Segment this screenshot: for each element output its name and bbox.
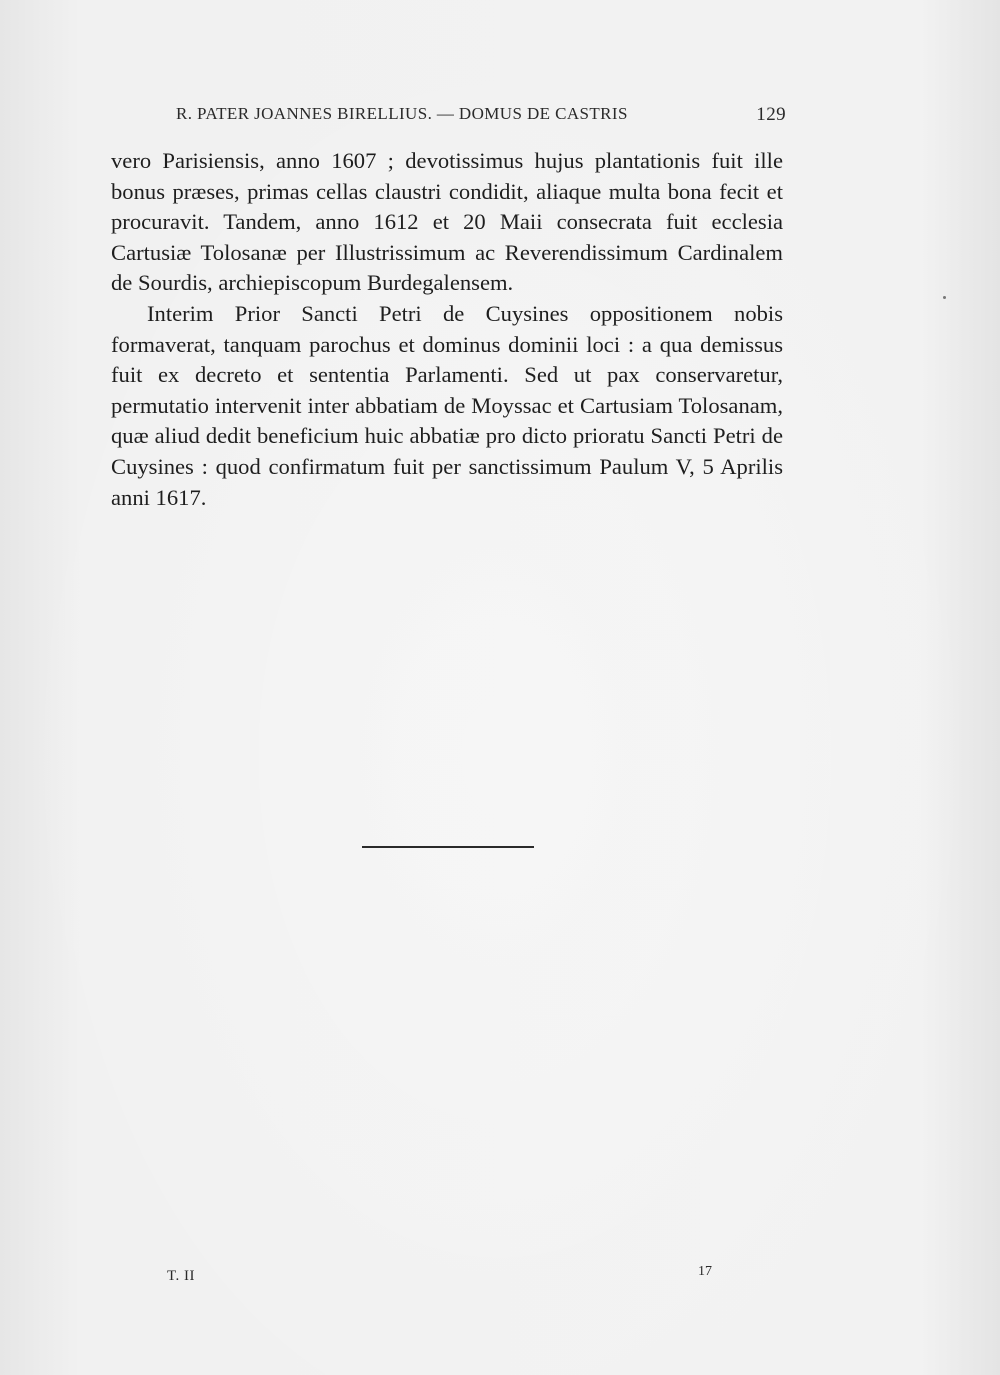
paragraph: Interim Prior Sancti Petri de Cuysines oppositionem nobis formaverat, tanquam parochus et dominus dominii loci : a qua demissus fuit ex decreto et sententia Parlamenti. Sed ut pax conservaretur, permutatio intervenit inter abbatiam de Moyssac et Cartusiam Tolosanam, quæ aliud dedit beneficium huic abbatiæ pro dicto prioratu Sancti Petri de Cuysines : quod confirmatum fuit per sanctissimum Paulum V, 5 Aprilis anni 1617. xyxy=(111,300,783,510)
signature-mark: 17 xyxy=(698,1264,712,1279)
paragraph: vero Parisiensis, anno 1607 ; devotissimus hujus plantationis fuit ille bonus præses, primas cellas claustri condidit, aliaque multa bona fecit et procuravit. Tandem, anno 1612 et 20 Maii consecrata fuit ecclesia Cartusiæ Tolosanæ per Illustrissimum ac Reverendissimum Cardinalem de Sourdis, archiepiscopum Burdegalensem. xyxy=(111,148,783,296)
section-end-rule xyxy=(362,846,534,848)
body-text xyxy=(111,146,783,513)
paper-speck xyxy=(943,296,946,299)
running-title: R. PATER JOANNES BIRELLIUS. — DOMUS DE CASTRIS xyxy=(176,104,628,123)
page-number: 129 xyxy=(756,104,786,125)
volume-mark: T. II xyxy=(167,1268,196,1284)
